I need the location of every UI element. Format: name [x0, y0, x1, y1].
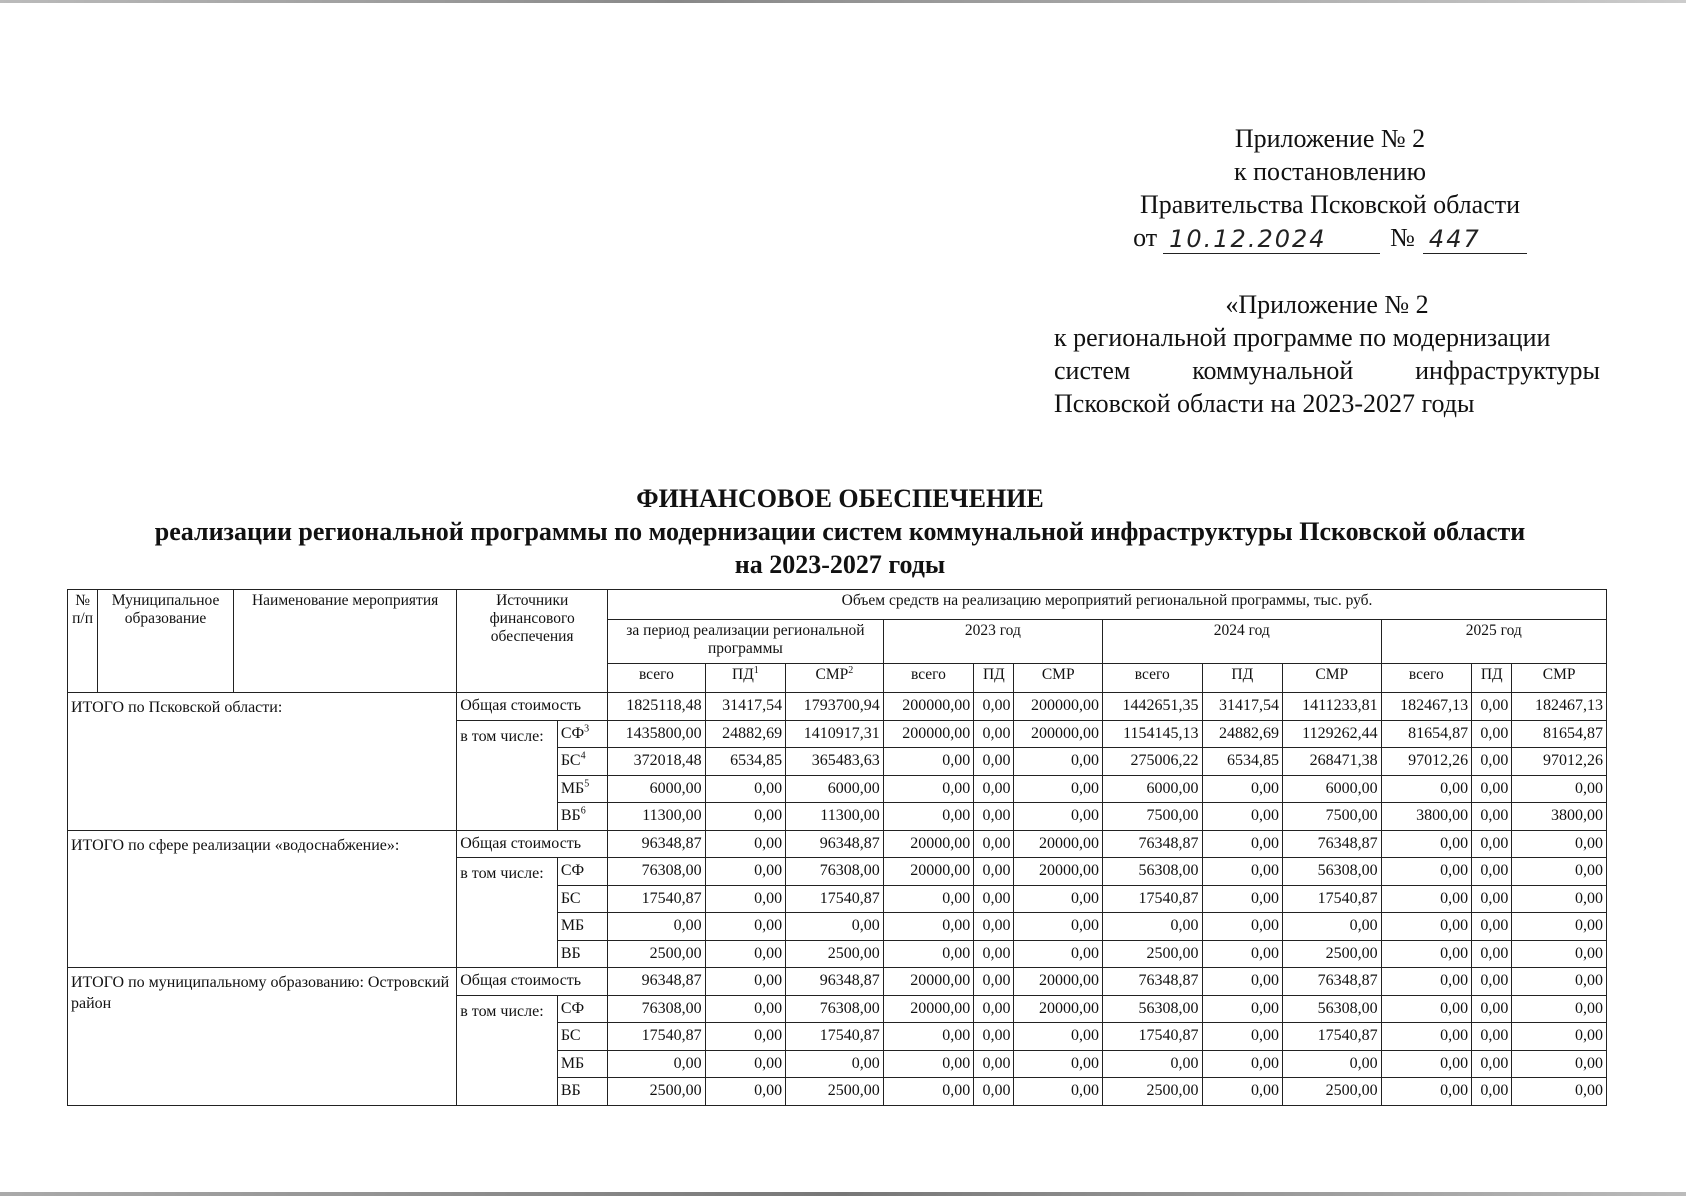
value-cell: 0,00 [705, 1078, 785, 1106]
value-cell: 0,00 [883, 775, 974, 803]
value-cell: 0,00 [705, 1023, 785, 1051]
value-cell: 6000,00 [608, 775, 706, 803]
value-cell: 0,00 [1381, 913, 1472, 941]
value-cell: 2500,00 [608, 1078, 706, 1106]
value-cell: 0,00 [1381, 940, 1472, 968]
header-smr: СМР [1014, 663, 1103, 693]
handwritten-date: 10.12.2024 [1163, 225, 1380, 254]
header-volume: Объем средств на реализацию мероприятий региональной программы, тыс. руб. [608, 590, 1607, 620]
header-total: всего [608, 663, 706, 693]
header-smr: СМР [1512, 663, 1607, 693]
value-cell: 200000,00 [883, 720, 974, 748]
header-year-2025: 2025 год [1381, 619, 1606, 663]
value-cell: 268471,38 [1283, 748, 1382, 776]
value-cell: 1411233,81 [1283, 693, 1382, 721]
resolution-appendix-block [1110, 122, 1550, 254]
value-cell: 0,00 [1381, 1050, 1472, 1078]
total-cost-label: Общая стоимость [457, 693, 608, 721]
source-code: $СФ^3$ [557, 720, 607, 748]
value-cell: 0,00 [705, 913, 785, 941]
value-cell: 0,00 [1472, 748, 1512, 776]
value-cell: 11300,00 [786, 803, 884, 831]
value-cell: 0,00 [974, 830, 1014, 858]
value-cell: 76348,87 [1102, 830, 1202, 858]
footnote-mark: 6 [580, 805, 586, 817]
value-cell: 0,00 [974, 940, 1014, 968]
header-year-2024: 2024 год [1102, 619, 1381, 663]
table-row-total [68, 968, 1607, 996]
value-cell: 0,00 [705, 995, 785, 1023]
footnote-mark: 5 [584, 778, 590, 790]
value-cell: 0,00 [705, 775, 785, 803]
value-cell: 0,00 [1512, 1050, 1607, 1078]
value-cell: 96348,87 [786, 968, 884, 996]
value-cell: 0,00 [1381, 1078, 1472, 1106]
value-cell: 0,00 [1472, 1023, 1512, 1051]
value-cell: 0,00 [1512, 913, 1607, 941]
value-cell: 0,00 [883, 1050, 974, 1078]
value-cell: 0,00 [1472, 720, 1512, 748]
value-cell: 0,00 [608, 1050, 706, 1078]
header-smr: СМР [1283, 663, 1382, 693]
value-cell: 0,00 [1014, 1050, 1103, 1078]
value-cell: 3800,00 [1512, 803, 1607, 831]
value-cell: 0,00 [1381, 775, 1472, 803]
value-cell: 31417,54 [705, 693, 785, 721]
value-cell: 0,00 [705, 1050, 785, 1078]
value-cell: 96348,87 [786, 830, 884, 858]
value-cell: 0,00 [883, 1023, 974, 1051]
value-cell: 0,00 [1472, 858, 1512, 886]
group-label: ИТОГО по сфере реализации «водоснабжение»: [68, 830, 457, 968]
value-cell: 17540,87 [1102, 1023, 1202, 1051]
value-cell: 1442651,35 [1102, 693, 1202, 721]
value-cell: 0,00 [1512, 995, 1607, 1023]
value-cell: 0,00 [1381, 858, 1472, 886]
title-line2: реализации региональной программы по модернизации систем коммунальной инфраструктуры Псковской области [154, 517, 1526, 546]
value-cell: 0,00 [1472, 1050, 1512, 1078]
value-cell: 20000,00 [1014, 830, 1103, 858]
including-label: в том числе: [457, 995, 558, 1105]
value-cell: 182467,13 [1381, 693, 1472, 721]
appendix-title: Приложение № 2 [1234, 124, 1426, 153]
value-cell: 0,00 [1472, 693, 1512, 721]
value-cell: 0,00 [883, 748, 974, 776]
value-cell: 0,00 [1283, 1050, 1382, 1078]
value-cell: 0,00 [1512, 1078, 1607, 1106]
header-pd: ПД [1202, 663, 1282, 693]
value-cell: 6000,00 [1102, 775, 1202, 803]
value-cell: 0,00 [1202, 858, 1282, 886]
value-cell: 0,00 [1014, 775, 1103, 803]
value-cell: 0,00 [1014, 748, 1103, 776]
header-municipality: Муниципальное образование [98, 590, 234, 693]
value-cell: 0,00 [1472, 995, 1512, 1023]
value-cell: 0,00 [705, 830, 785, 858]
value-cell: 0,00 [1202, 830, 1282, 858]
handwritten-number: 447 [1423, 225, 1527, 254]
financing-table [67, 589, 1607, 1106]
value-cell: 0,00 [1472, 885, 1512, 913]
value-cell: 20000,00 [1014, 858, 1103, 886]
footnote-mark: 3 [584, 723, 590, 735]
source-code: СФ [557, 995, 607, 1023]
including-label: в том числе: [457, 858, 558, 968]
value-cell: 0,00 [1472, 775, 1512, 803]
value-cell: 200000,00 [1014, 693, 1103, 721]
value-cell: 76348,87 [1283, 968, 1382, 996]
value-cell: 2500,00 [786, 1078, 884, 1106]
value-cell: 17540,87 [786, 1023, 884, 1051]
scan-edge-bottom [0, 1192, 1686, 1196]
value-cell: 7500,00 [1283, 803, 1382, 831]
value-cell: 20000,00 [883, 995, 974, 1023]
value-cell: 200000,00 [1014, 720, 1103, 748]
header-sources: Источники финансового обеспечения [457, 590, 608, 693]
header-num: № п/п [68, 590, 98, 693]
value-cell: 0,00 [608, 913, 706, 941]
value-cell: 76308,00 [786, 858, 884, 886]
value-cell: 0,00 [1202, 940, 1282, 968]
title-line3: на 2023-2027 годы [734, 550, 946, 579]
value-cell: 0,00 [1381, 1023, 1472, 1051]
value-cell: 6000,00 [786, 775, 884, 803]
value-cell: 182467,13 [1512, 693, 1607, 721]
value-cell: 275006,22 [1102, 748, 1202, 776]
value-cell: 6534,85 [1202, 748, 1282, 776]
value-cell: 1410917,31 [786, 720, 884, 748]
value-cell: 17540,87 [1283, 885, 1382, 913]
value-cell: 1793700,94 [786, 693, 884, 721]
title-line1: ФИНАНСОВОЕ ОБЕСПЕЧЕНИЕ [636, 484, 1044, 513]
to-resolution: к постановлению [1233, 157, 1427, 186]
value-cell: 0,00 [1381, 885, 1472, 913]
value-cell: 0,00 [1014, 913, 1103, 941]
value-cell: 365483,63 [786, 748, 884, 776]
value-cell: 20000,00 [1014, 968, 1103, 996]
value-cell: 24882,69 [705, 720, 785, 748]
value-cell: 0,00 [974, 693, 1014, 721]
program-appendix-line2: к региональной программе по модернизации [1054, 323, 1551, 352]
value-cell: 0,00 [1381, 830, 1472, 858]
value-cell: 20000,00 [883, 858, 974, 886]
value-cell: 0,00 [974, 858, 1014, 886]
source-code: МБ [557, 913, 607, 941]
value-cell: 0,00 [883, 913, 974, 941]
value-cell: 0,00 [974, 913, 1014, 941]
value-cell: 76348,87 [1283, 830, 1382, 858]
value-cell: 0,00 [883, 803, 974, 831]
value-cell: 0,00 [974, 1050, 1014, 1078]
value-cell: 31417,54 [1202, 693, 1282, 721]
value-cell: 24882,69 [1202, 720, 1282, 748]
table-row-total [68, 830, 1607, 858]
value-cell: 0,00 [705, 858, 785, 886]
value-cell: 17540,87 [608, 1023, 706, 1051]
value-cell: 0,00 [1202, 995, 1282, 1023]
value-cell: 0,00 [1102, 913, 1202, 941]
value-cell: 0,00 [705, 885, 785, 913]
value-cell: 0,00 [1014, 940, 1103, 968]
value-cell: 76308,00 [608, 995, 706, 1023]
value-cell: 6534,85 [705, 748, 785, 776]
value-cell: 0,00 [974, 748, 1014, 776]
value-cell: 0,00 [786, 913, 884, 941]
value-cell: 0,00 [1202, 1050, 1282, 1078]
value-cell: 6000,00 [1283, 775, 1382, 803]
value-cell: 0,00 [705, 940, 785, 968]
value-cell: 17540,87 [786, 885, 884, 913]
value-cell: 0,00 [1472, 803, 1512, 831]
value-cell: 0,00 [1014, 1023, 1103, 1051]
source-code: $БС^4$ [557, 748, 607, 776]
value-cell: 97012,26 [1381, 748, 1472, 776]
value-cell: 56308,00 [1283, 858, 1382, 886]
value-cell: 1435800,00 [608, 720, 706, 748]
value-cell: 0,00 [1472, 940, 1512, 968]
program-appendix-title: «Приложение № 2 [1225, 290, 1429, 319]
value-cell: 81654,87 [1381, 720, 1472, 748]
value-cell: 0,00 [1014, 885, 1103, 913]
total-cost-label: Общая стоимость [457, 968, 608, 996]
group-label: ИТОГО по Псковской области: [68, 693, 457, 831]
header-pd: ПД [1472, 663, 1512, 693]
value-cell: 76308,00 [608, 858, 706, 886]
line3-word: коммунальной [1192, 356, 1354, 385]
header-total: всего [1102, 663, 1202, 693]
source-code: ВБ [557, 1078, 607, 1106]
value-cell: 372018,48 [608, 748, 706, 776]
value-cell: 1825118,48 [608, 693, 706, 721]
value-cell: 56308,00 [1102, 858, 1202, 886]
value-cell: 200000,00 [883, 693, 974, 721]
including-label: в том числе: [457, 720, 558, 830]
value-cell: 1154145,13 [1102, 720, 1202, 748]
value-cell: 0,00 [1512, 940, 1607, 968]
value-cell: 0,00 [1202, 913, 1282, 941]
header-pd: ПД [974, 663, 1014, 693]
value-cell: 0,00 [974, 720, 1014, 748]
source-code: БС [557, 885, 607, 913]
value-cell: 0,00 [1014, 1078, 1103, 1106]
value-cell: 7500,00 [1102, 803, 1202, 831]
source-code: МБ [557, 1050, 607, 1078]
value-cell: 81654,87 [1512, 720, 1607, 748]
program-appendix-line4: Псковской области на 2023-2027 годы [1054, 389, 1475, 418]
header-total: всего [883, 663, 974, 693]
value-cell: 0,00 [1202, 775, 1282, 803]
value-cell: 17540,87 [1102, 885, 1202, 913]
value-cell: 0,00 [1381, 995, 1472, 1023]
value-cell: 17540,87 [608, 885, 706, 913]
date-number-line [1110, 221, 1550, 254]
program-appendix-line3 [1054, 354, 1600, 387]
value-cell: 0,00 [786, 1050, 884, 1078]
value-cell: 56308,00 [1102, 995, 1202, 1023]
value-cell: 0,00 [883, 1078, 974, 1106]
value-cell: 96348,87 [608, 830, 706, 858]
value-cell: 20000,00 [883, 830, 974, 858]
value-cell: 0,00 [705, 968, 785, 996]
value-cell: 1129262,44 [1283, 720, 1382, 748]
value-cell: 0,00 [1381, 968, 1472, 996]
value-cell: 0,00 [883, 885, 974, 913]
total-cost-label: Общая стоимость [457, 830, 608, 858]
source-code: ВБ [557, 940, 607, 968]
value-cell: 0,00 [1202, 1023, 1282, 1051]
value-cell: 56308,00 [1283, 995, 1382, 1023]
value-cell: 11300,00 [608, 803, 706, 831]
value-cell: 0,00 [1102, 1050, 1202, 1078]
value-cell: 97012,26 [1512, 748, 1607, 776]
value-cell: 17540,87 [1283, 1023, 1382, 1051]
value-cell: 0,00 [1512, 858, 1607, 886]
value-cell: 0,00 [974, 995, 1014, 1023]
source-code: БС [557, 1023, 607, 1051]
table-row-total [68, 693, 1607, 721]
value-cell: 2500,00 [1102, 940, 1202, 968]
value-cell: 0,00 [974, 1078, 1014, 1106]
footnote-mark: 4 [580, 750, 586, 762]
value-cell: 0,00 [1512, 830, 1607, 858]
source-code: $МБ^5$ [557, 775, 607, 803]
value-cell: 0,00 [1472, 830, 1512, 858]
scan-edge-top [0, 0, 1686, 3]
value-cell: 0,00 [974, 885, 1014, 913]
value-cell: 0,00 [974, 803, 1014, 831]
header-pd: $ПД^1$ [705, 663, 785, 693]
value-cell: 0,00 [1283, 913, 1382, 941]
value-cell: 2500,00 [1102, 1078, 1202, 1106]
value-cell: 0,00 [1202, 1078, 1282, 1106]
line3-word: систем [1054, 356, 1131, 385]
from-prefix: от [1133, 223, 1158, 252]
header-activity: Наименование мероприятия [233, 590, 456, 693]
government-name: Правительства Псковской области [1139, 190, 1521, 219]
value-cell: 0,00 [1202, 803, 1282, 831]
value-cell: 0,00 [883, 940, 974, 968]
header-period-total: за период реализации региональной программы [608, 619, 884, 663]
header-smr: СМР$^2$ [786, 663, 884, 693]
value-cell: 3800,00 [1381, 803, 1472, 831]
value-cell: 2500,00 [1283, 1078, 1382, 1106]
value-cell: 0,00 [1472, 968, 1512, 996]
value-cell: 0,00 [1512, 968, 1607, 996]
value-cell: 0,00 [1512, 1023, 1607, 1051]
value-cell: 2500,00 [786, 940, 884, 968]
program-appendix-block [1054, 288, 1600, 420]
value-cell: 2500,00 [608, 940, 706, 968]
value-cell: 0,00 [1472, 1078, 1512, 1106]
document-title [60, 482, 1620, 581]
line3-word: инфраструктуры [1415, 356, 1600, 385]
value-cell: 0,00 [1202, 885, 1282, 913]
value-cell: 0,00 [1014, 803, 1103, 831]
source-code: СФ [557, 858, 607, 886]
value-cell: 20000,00 [1014, 995, 1103, 1023]
value-cell: 20000,00 [883, 968, 974, 996]
value-cell: 0,00 [1512, 775, 1607, 803]
value-cell: 0,00 [1512, 885, 1607, 913]
value-cell: 76348,87 [1102, 968, 1202, 996]
value-cell: 0,00 [1472, 913, 1512, 941]
source-code: $ВБ^6$ [557, 803, 607, 831]
value-cell: 2500,00 [1283, 940, 1382, 968]
group-label: ИТОГО по муниципальному образованию: Островский район [68, 968, 457, 1106]
value-cell: 0,00 [1202, 968, 1282, 996]
number-prefix: № [1390, 223, 1415, 252]
value-cell: 0,00 [974, 968, 1014, 996]
value-cell: 0,00 [974, 1023, 1014, 1051]
value-cell: 0,00 [705, 803, 785, 831]
value-cell: 96348,87 [608, 968, 706, 996]
value-cell: 76308,00 [786, 995, 884, 1023]
header-year-2023: 2023 год [883, 619, 1102, 663]
header-total: всего [1381, 663, 1472, 693]
value-cell: 0,00 [974, 775, 1014, 803]
